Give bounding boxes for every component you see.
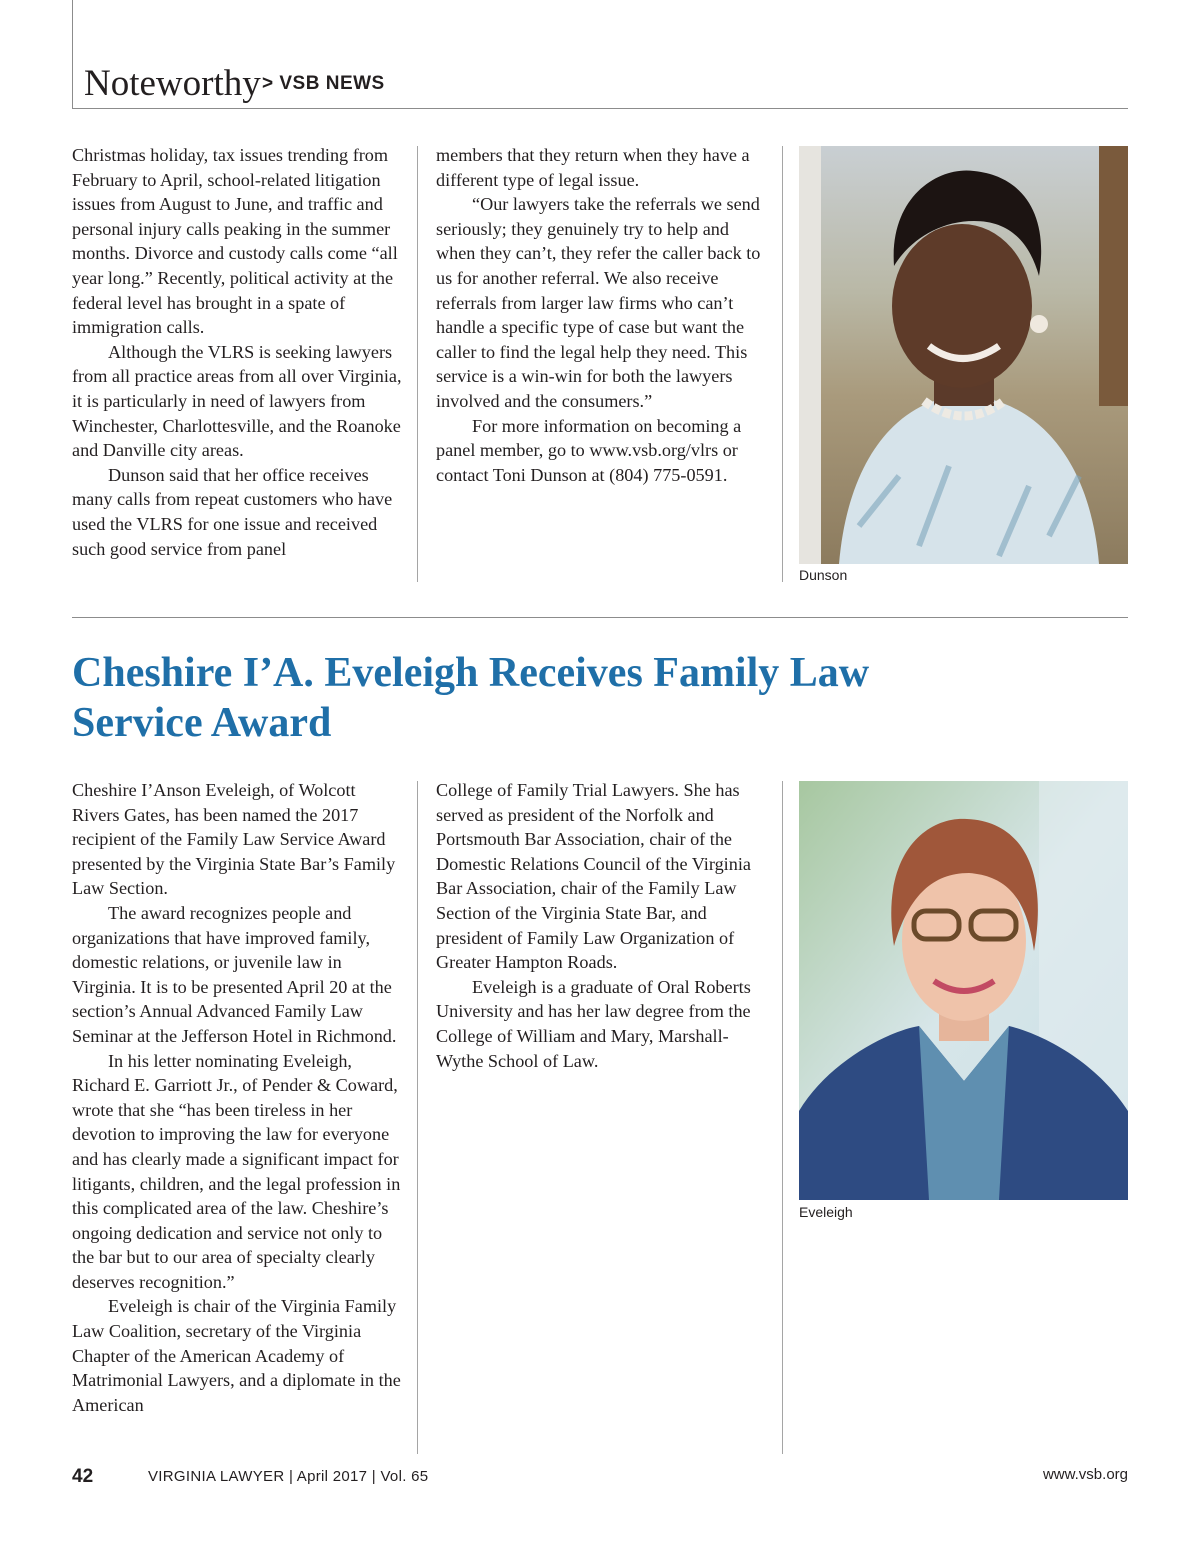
column-rule <box>417 781 418 1454</box>
paragraph: Eveleigh is a graduate of Oral Roberts University and has her law degree from the College of William and Mary, Marshall-Wythe School of Law. <box>436 976 751 1071</box>
article1-column-2 <box>436 143 768 487</box>
eveleigh-photo <box>799 781 1128 1200</box>
section-title: Noteworthy <box>84 63 261 104</box>
article-divider <box>72 617 1128 618</box>
page-number: 42 <box>72 1466 94 1487</box>
article-headline: Cheshire I’A. Eveleigh Receives Family Law Service Award <box>72 650 870 746</box>
photo-caption: Eveleigh <box>799 1204 853 1220</box>
section-subtitle: > VSB NEWS <box>262 73 385 94</box>
header-vertical-rule <box>72 0 73 108</box>
dunson-photo <box>799 146 1128 564</box>
header-rule <box>72 108 1128 109</box>
article2-column-1 <box>72 778 404 1417</box>
paragraph: College of Family Trial Lawyers. She has served as president of the Norfolk and Portsmouth Bar Association, chair of the Domestic Relations Council of the Virginia Bar Association, chair of the Family Law Section of the Virginia State Bar, and president of Family Law Organization of Greater Hampton Roads. <box>436 780 751 973</box>
column-rule <box>417 146 418 582</box>
column-rule <box>782 781 783 1454</box>
paragraph: Although the VLRS is seeking lawyers from all practice areas from all over Virginia, it is particularly in need of lawyers from Winchester, Charlottesville, and the Roanoke and Danville city areas. <box>72 341 402 461</box>
paragraph: The award recognizes people and organizations that have improved family, domestic relations, or juvenile law in Virginia. It is to be presented April 20 at the section’s Annual Advanced Family Law Seminar at the Jefferson Hotel in Richmond. <box>72 902 397 1046</box>
paragraph: For more information on becoming a panel member, go to www.vsb.org/vlrs or contact Toni Dunson at (804) 775-0591. <box>436 415 742 485</box>
article2-column-2 <box>436 778 768 1073</box>
column-rule <box>782 146 783 582</box>
paragraph: Dunson said that her office receives many calls from repeat customers who have used the VLRS for one issue and received such good service from panel <box>72 464 393 559</box>
publication-info: VIRGINIA LAWYER | April 2017 | Vol. 65 <box>148 1468 429 1485</box>
photo-caption: Dunson <box>799 567 848 583</box>
article1-column-1 <box>72 143 404 561</box>
paragraph: members that they return when they have a different type of legal issue. <box>436 145 750 190</box>
paragraph: Eveleigh is chair of the Virginia Family Law Coalition, secretary of the Virginia Chapter of the American Academy of Matrimonial Lawyers, and a diplomate in the American <box>72 1296 401 1415</box>
paragraph: In his letter nominating Eveleigh, Richard E. Garriott Jr., of Pender & Coward, wrote that she “has been tireless in her devotion to improving the law for everyone and has clearly made a significant impact for litigants, children, and the legal profession in this complicated area of the law. Cheshire’s ongoing dedication and service not only to the bar but to our area of specialty clearly deserves recognition.” <box>72 1050 401 1292</box>
paragraph: “Our lawyers take the referrals we send seriously; they genuinely try to help and when they can’t, they refer the caller back to us for another referral. We also receive referrals from larger law firms who can’t handle a specific type of case but want the caller to find the legal help they need. This service is a win-win for both the lawyers involved and the consumers.” <box>436 194 761 411</box>
website-url: www.vsb.org <box>1042 1466 1128 1483</box>
paragraph: Cheshire I’Anson Eveleigh, of Wolcott Rivers Gates, has been named the 2017 recipient of the Family Law Service Award presented by the Virginia State Bar’s Family Law Section. <box>72 780 396 899</box>
paragraph: Christmas holiday, tax issues trending from February to April, school-related litigation issues from August to June, and traffic and personal injury calls peaking in the summer months. Divorce and custody calls come “all year long.” Recently, political activity at the federal level has brought in a spate of immigration calls. <box>72 145 398 338</box>
